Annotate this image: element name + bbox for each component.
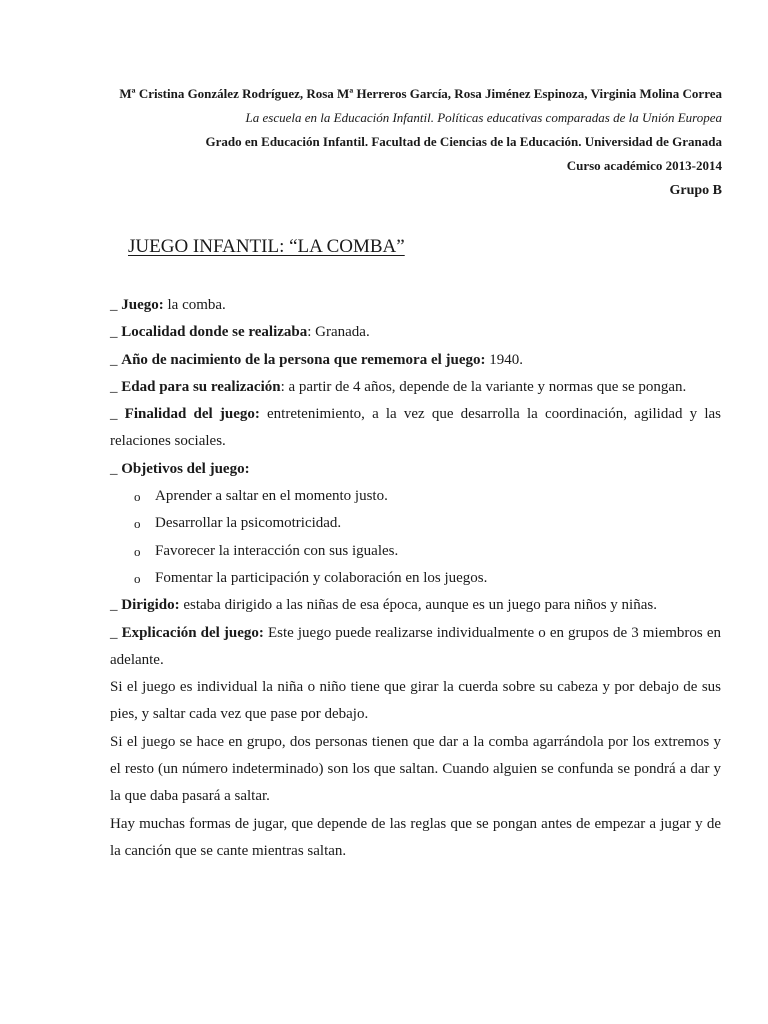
field-label: Edad para su realización xyxy=(121,378,281,395)
field-row xyxy=(110,456,721,483)
field-prefix: _ xyxy=(110,406,125,423)
field-row xyxy=(110,347,721,374)
course-subject-line: La escuela en la Educación Infantil. Políticas educativas comparadas de la Unión Europea xyxy=(245,110,722,125)
field-row xyxy=(110,592,721,619)
page-title: JUEGO INFANTIL: “LA COMBA” xyxy=(128,236,405,257)
degree-line: Grado en Educación Infantil. Facultad de Ciencias de la Educación. Universidad de Granada xyxy=(205,134,722,149)
field-row xyxy=(110,401,721,456)
authors-line: Mª Cristina González Rodríguez, Rosa Mª Herreros García, Rosa Jiménez Espinoza, Virginia Molina Correa xyxy=(119,86,722,101)
field-label: Objetivos del juego: xyxy=(121,460,250,477)
field-row xyxy=(110,319,721,346)
field-list xyxy=(110,292,721,483)
field-value: : Granada. xyxy=(307,324,370,341)
document-header xyxy=(32,82,722,204)
group-line: Grupo B xyxy=(669,183,722,198)
field-value: 1940. xyxy=(485,351,524,368)
bullet-icon: o xyxy=(134,570,141,586)
objective-item xyxy=(110,483,721,510)
field-prefix: _ xyxy=(110,624,122,641)
field-row xyxy=(110,374,721,401)
field-row xyxy=(110,292,721,319)
objective-text: Desarrollar la psicomotricidad. xyxy=(155,515,342,532)
field-label: Juego: xyxy=(121,297,164,313)
field-prefix: _ xyxy=(110,378,122,395)
field-value: : a partir de 4 años, depende de la variante y normas que se pongan. xyxy=(280,378,687,395)
objective-item xyxy=(110,510,721,537)
explanation-paragraph: Hay muchas formas de jugar, que depende de las reglas que se pongan antes de empezar a jugar y de la canción que se cante mientras saltan. xyxy=(110,815,721,859)
bullet-icon: o xyxy=(134,516,141,532)
academic-year-line: Curso académico 2013-2014 xyxy=(566,158,722,173)
objective-text: Fomentar la participación y colaboración en los juegos. xyxy=(155,569,488,586)
field-value: entretenimiento, a la vez que desarrolla la coordinación, agilidad y las relaciones sociales. xyxy=(110,406,721,450)
field-prefix: _ xyxy=(110,351,122,368)
field-label: Explicación del juego: xyxy=(121,624,264,641)
field-label: Año de nacimiento de la persona que rememora el juego: xyxy=(121,351,486,368)
field-prefix: _ xyxy=(110,460,122,477)
field-value: estaba dirigido a las niñas de esa época, aunque es un juego para niños y niñas. xyxy=(179,597,657,614)
explanation-paragraph: Si el juego se hace en grupo, dos personas tienen que dar a la comba agarrándola por los extremos y el resto (un número indeterminado) son los que saltan. Cuando alguien se confunda se pondrá a dar y la que daba pasará a saltar. xyxy=(110,733,721,805)
field-prefix: _ xyxy=(110,324,122,341)
bullet-icon: o xyxy=(134,543,141,559)
explanation-paragraph: Si el juego es individual la niña o niño tiene que girar la cuerda sobre su cabeza y por debajo de sus pies, y saltar cada vez que pase por debajo. xyxy=(110,679,721,723)
objective-item xyxy=(110,538,721,565)
field-prefix: _ xyxy=(110,297,122,313)
field-label: Dirigido: xyxy=(121,597,180,614)
bullet-icon: o xyxy=(134,489,141,505)
field-label: Finalidad del juego: xyxy=(124,406,260,423)
objective-text: Aprender a saltar en el momento justo. xyxy=(155,488,388,505)
explanation-paragraphs xyxy=(110,674,721,865)
field-label: Localidad donde se realizaba xyxy=(121,324,308,341)
objective-text: Favorecer la interacción con sus iguales. xyxy=(155,542,399,559)
objective-item xyxy=(110,565,721,592)
field-list-after xyxy=(110,592,721,674)
objectives-list xyxy=(110,483,721,592)
document-body xyxy=(110,292,721,865)
field-prefix: _ xyxy=(110,597,122,614)
field-value: la comba. xyxy=(163,297,226,313)
field-value: Este juego puede realizarse individualmente o en grupos de 3 miembros en adelante. xyxy=(110,624,721,668)
field-row xyxy=(110,620,721,675)
